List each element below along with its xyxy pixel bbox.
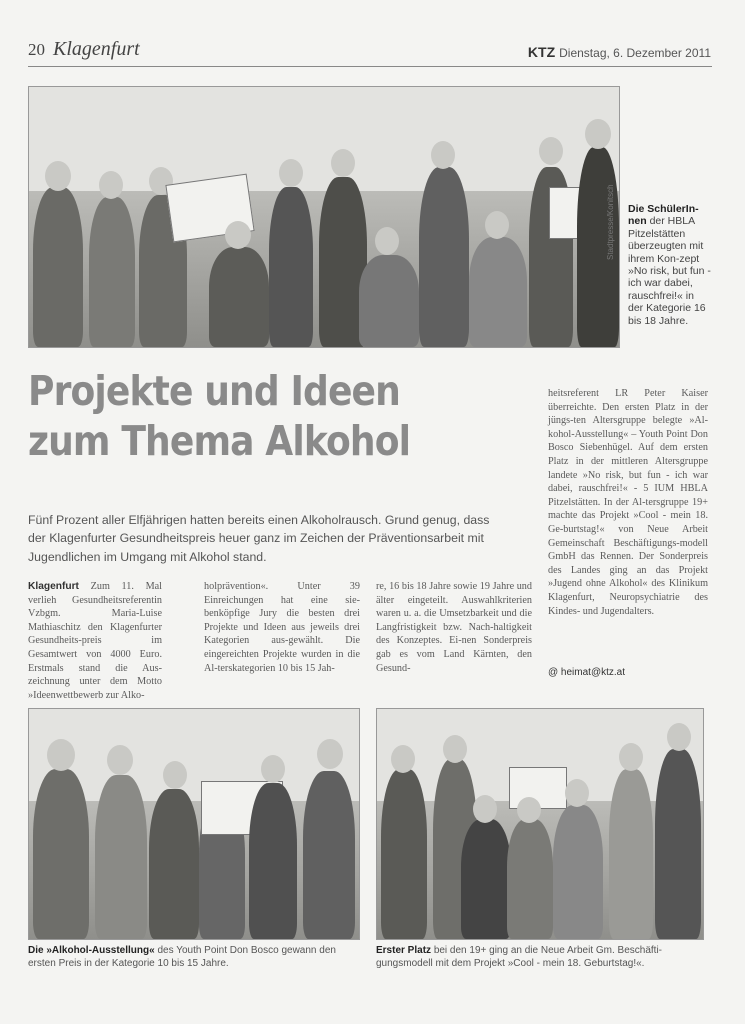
photo-credit: Stadtpresse/Konitsch: [606, 184, 615, 260]
page-header-meta: [528, 44, 711, 60]
bottom-right-caption-lead: Erster Platz: [376, 945, 432, 956]
body-column-4: heitsreferent LR Peter Kaiser überreichte. Den ersten Platz in der jüngs-ten Altersgruppe belegte »Al-kohol-Ausstellung« – Youth Point Don Bosco Siebenhügel. Auf dem ersten Platz in der mittleren Altersgruppe landete »No risk, but fun - ich war dabei, rauschfrei!« - 5 IUM HBLA Pitzelstätten. In der Al-tersgruppe 19+ machte das Projekt »Cool - mein 18. Ge-burtstag!« von Neue Arbeit Gemeinschaft Beschäftigungs-modell GmbH das Rennen. Der Sonderpreis des Landes ging an das Projekt »Jugend ohne Alkohol« des Klinikum Klagenfurt, Neuropsychiatrie des Kindes- und Jugendalters.: [548, 388, 708, 617]
page-number: 20: [28, 40, 45, 59]
newspaper-name: KTZ: [527, 44, 556, 60]
article-headline: [28, 366, 477, 466]
issue-date: Dienstag, 6. Dezember 2011: [559, 46, 711, 60]
article-lead: Fünf Prozent aller Elfjährigen hatten bereits einen Alkoholrausch. Grund genug, dass der Klagenfurter Gesundheitspreis heuer ganz im Zeichen der Präventionsarbeit mit Jugendlichen im Umgang mit Alkohol stand.: [28, 513, 490, 564]
contact-email[interactable]: @ heimat@ktz.at: [548, 667, 625, 678]
body-column-3: re, 16 bis 18 Jahre sowie 19 Jahre und älter eingeteilt. Auswahlkriterien waren u. a. die Umsetzbarkeit und die Langfristigkeit bzw. Nach-haltigkeit des Konzeptes. Ei-nen Sonderpreis gab es vom Land Kärnten, den Gesund-: [376, 581, 532, 674]
dateline: Klagenfurt: [28, 581, 79, 592]
bottom-left-caption: [28, 944, 360, 970]
section-title: Klagenfurt: [53, 38, 140, 60]
bottom-left-caption-lead: Die »Alkohol-Ausstellung«: [28, 945, 155, 956]
body-column-1-text: Zum 11. Mal verlieh Gesundheitsreferentin Vzbgm. Maria-Luise Mathiaschitz den Klagenfurter Gesundheits-preis im Gesamtwert von 4000 Euro. Erstmals stand die Aus-zeichnung unter dem Motto »Ideenwettbewerb zur Alko-: [28, 581, 162, 701]
headline-line-2: zum Thema Alkohol: [28, 417, 411, 465]
bottom-left-caption-text: des Youth Point Don Bosco gewann den ersten Preis in der Kategorie 10 bis 15 Jahre.: [28, 945, 336, 969]
headline-line-1: Projekte und Ideen: [28, 367, 400, 415]
bottom-right-caption-text: bei den 19+ ging an die Neue Arbeit Gm. Beschäfti-gungsmodell mit dem Projekt »Cool - mein 18. Geburtstag!«.: [376, 945, 663, 969]
top-group-photo: [28, 86, 620, 348]
top-photo-caption: [628, 203, 712, 327]
header-rule: [28, 66, 712, 67]
top-photo-caption-text: der HBLA Pitzelstätten überzeugten mit ihrem Kon-zept »No risk, but fun - ich war dabei, rauschfrei!« in der Kategorie 16 bis 18 Jahre.: [628, 215, 711, 327]
bottom-right-caption: [376, 944, 704, 970]
body-column-1: [28, 580, 162, 702]
bottom-left-photo: [28, 708, 360, 940]
bottom-right-photo: [376, 708, 704, 940]
top-photo-caption-lead: Die SchülerIn-nen: [628, 203, 699, 228]
page-header-section: [28, 38, 140, 61]
body-column-2: holprävention«. Unter 39 Einreichungen hat eine sie-benköpfige Jury die besten drei Projekte und Ideen aus jeweils drei Kategorien aus-gewählt. Die eingereichten Projekte wurden in die Al-terskategorien 10 bis 15 Jah-: [204, 581, 360, 674]
